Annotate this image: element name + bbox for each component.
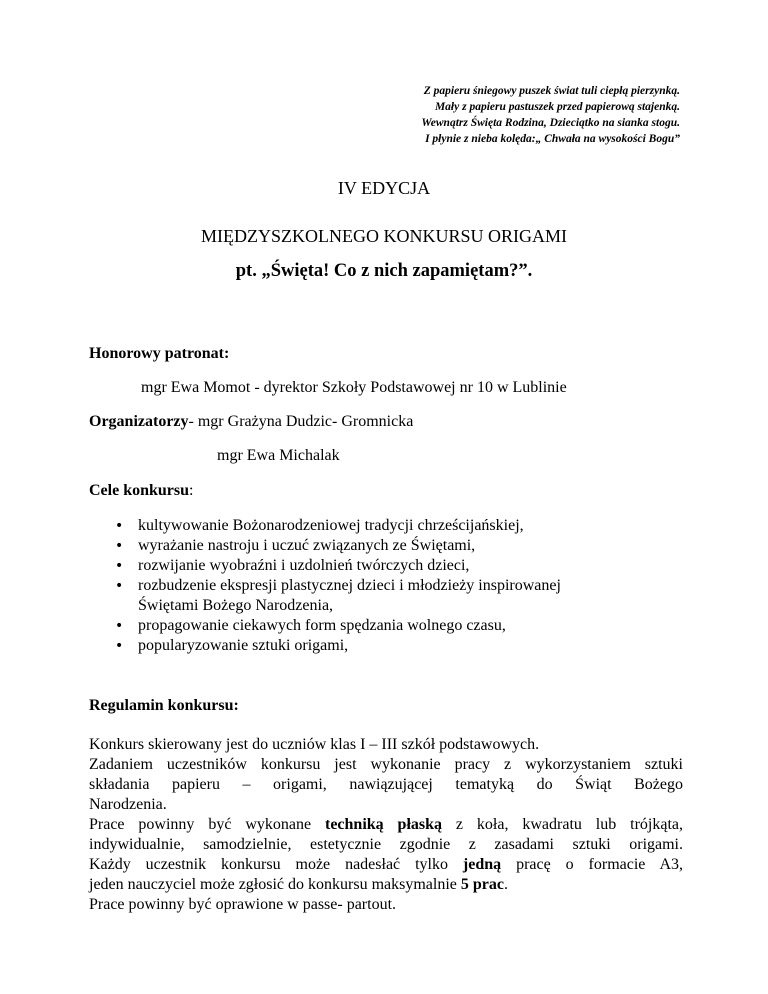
- list-item: • propagowanie ciekawych form spędzania wolnego czasu,: [115, 616, 561, 636]
- list-item-text: rozbudzenie ekspresji plastycznej dzieci i młodzieży inspirowanej: [138, 577, 561, 594]
- one-work-emphasis: jedną: [462, 856, 502, 873]
- goals-heading: Cele konkursu: [89, 482, 190, 499]
- rules-text: jeden nauczyciel może zgłosić do konkursu maksymalnie: [89, 876, 461, 893]
- motto-line: Wewnątrz Święta Rodzina, Dzieciątko na sianka stogu.: [421, 117, 680, 129]
- organizer-first: - mgr Grażyna Dudzic- Gromnicka: [188, 413, 414, 430]
- technique-emphasis: techniką płaską: [324, 816, 443, 833]
- rules-line: Prace powinny być oprawione w passe- partout.: [89, 896, 397, 913]
- list-item: • wyrażanie nastroju i uczuć związanych ze Świętami,: [115, 536, 561, 556]
- motto-line: I płynie z nieba kolęda:„ Chwała na wysokości Bogu”: [425, 133, 680, 145]
- rules-line: Konkurs skierowany jest do uczniów klas I – III szkół podstawowych.: [89, 736, 540, 753]
- list-item: • kultywowanie Bożonarodzeniowej tradycji chrześcijańskiej,: [115, 516, 561, 536]
- motto-line: Mały z papieru pastuszek przed papierową stajenką.: [434, 101, 680, 113]
- rules-text: Każdy uczestnik konkursu może nadesłać tylko: [89, 856, 463, 873]
- list-item-continuation: Świętami Bożego Narodzenia,: [138, 597, 334, 614]
- edition-title: IV EDYCJA: [337, 178, 431, 198]
- rules-text: pracę o formacie A3,: [501, 856, 683, 873]
- rules-line: Zadaniem uczestników konkursu jest wykonanie pracy z wykorzystaniem sztuki: [89, 756, 683, 773]
- max-works-emphasis: 5 prac: [460, 876, 504, 893]
- list-item: • rozwijanie wyobraźni i uzdolnień twórczych dzieci,: [115, 556, 561, 576]
- organizers-line: [89, 412, 413, 432]
- rules-line: składania papieru – origami, nawiązującej tematyką do Świąt Bożego: [89, 776, 683, 793]
- patronage-heading: Honorowy patronat:: [89, 345, 230, 362]
- rules-heading: Regulamin konkursu:: [89, 697, 239, 714]
- rules-line: [89, 815, 683, 835]
- patronage-person: mgr Ewa Momot - dyrektor Szkoły Podstawowej nr 10 w Lublinie: [141, 379, 567, 396]
- goals-colon: :: [189, 482, 194, 499]
- rules-text: .: [504, 876, 508, 893]
- goals-list: [115, 516, 561, 656]
- rules-text: Prace powinny być wykonane: [89, 816, 325, 833]
- list-item: • popularyzowanie sztuki origami,: [115, 636, 561, 656]
- organizer-second: mgr Ewa Michalak: [217, 447, 340, 464]
- motto-verse: [421, 83, 680, 147]
- rules-line: Narodzenia.: [89, 796, 167, 813]
- rules-line: indywidualnie, samodzielnie, estetycznie zgodnie z zasadami sztuki origami.: [89, 836, 683, 853]
- goals-heading-line: [89, 481, 193, 501]
- contest-title: MIĘDZYSZKOLNEGO KONKURSU ORIGAMI: [201, 226, 567, 246]
- rules-line: [89, 855, 683, 875]
- rules-line: [89, 875, 683, 895]
- organizers-heading: Organizatorzy: [89, 413, 189, 430]
- motto-line: Z papieru śniegowy puszek świat tuli ciepłą pierzynką.: [423, 85, 680, 97]
- list-item: [115, 576, 561, 616]
- rules-text: z koła, kwadratu lub trójkąta,: [442, 816, 684, 833]
- contest-subtitle: pt. „Święta! Co z nich zapamiętam?”.: [235, 261, 533, 281]
- rules-body: [89, 735, 683, 915]
